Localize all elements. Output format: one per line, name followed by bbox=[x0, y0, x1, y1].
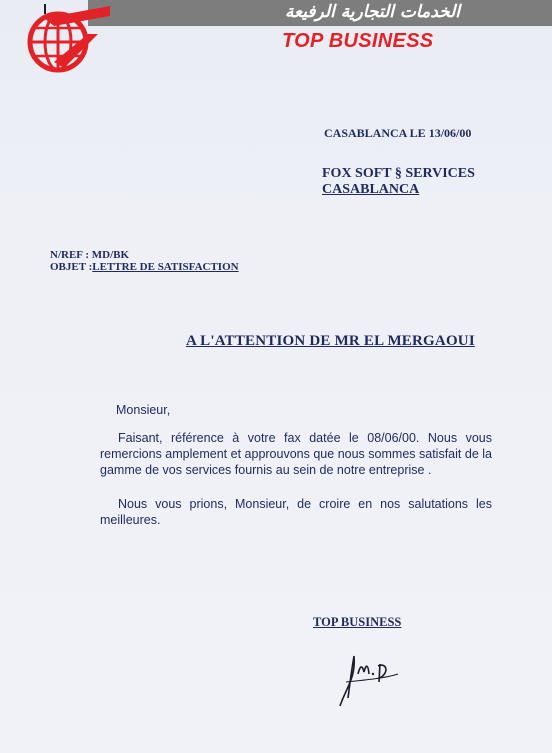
paragraph-1-text: Faisant, référence à votre fax datée le 08/06/00. Nous vous remercions amplement et approuvons que nous sommes satisfait de la gamme de vos services fournis au sein de notre entreprise . bbox=[100, 431, 492, 477]
object-text: LETTRE DE SATISFACTION bbox=[92, 261, 239, 273]
date-line: CASABLANCA LE 13/06/00 bbox=[324, 126, 472, 140]
object-line bbox=[50, 261, 239, 273]
salutation: Monsieur, bbox=[116, 403, 171, 417]
globe-logo-icon bbox=[14, 4, 110, 76]
reference-line: N/REF : MD/BK bbox=[50, 249, 130, 261]
signatory-company: TOP BUSINESS bbox=[313, 615, 402, 629]
body-paragraph-1 bbox=[100, 430, 492, 478]
paragraph-2-text: Nous vous prions, Monsieur, de croire en nos salutations les meilleures. bbox=[100, 497, 492, 527]
brand-name: TOP BUSINESS bbox=[282, 30, 434, 52]
handwritten-signature-icon bbox=[336, 648, 416, 708]
object-prefix: OBJET : bbox=[50, 261, 93, 273]
recipient-city: CASABLANCA bbox=[322, 182, 420, 197]
attention-line: A L'ATTENTION DE MR EL MERGAOUI bbox=[186, 333, 475, 349]
footer-strip bbox=[80, 744, 480, 752]
arabic-tagline: الخدمات التجارية الرفيعة bbox=[284, 2, 460, 22]
recipient-name: FOX SOFT § SERVICES bbox=[322, 166, 475, 181]
body-paragraph-2 bbox=[100, 496, 492, 528]
